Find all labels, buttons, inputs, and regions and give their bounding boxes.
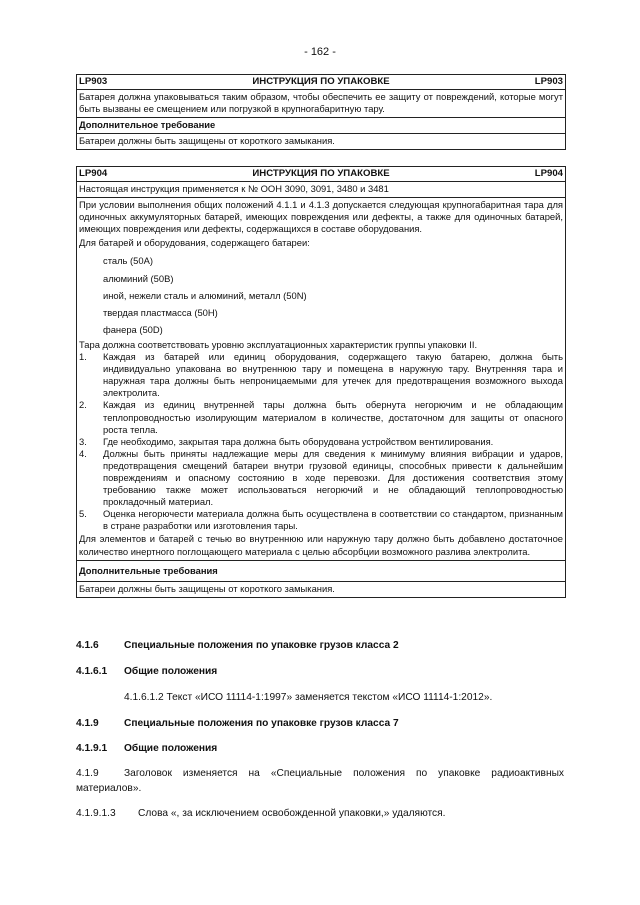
section-title: Специальные положения по упаковке грузов класса 2 xyxy=(124,640,399,651)
paragraph-4-1-9-1-3 xyxy=(76,806,445,821)
lp904-material: фанера (50D) xyxy=(103,323,163,335)
section-4-1-6-1-heading xyxy=(76,666,217,677)
lp903-extra-heading: Дополнительное требование xyxy=(77,118,565,134)
lp903-table xyxy=(76,74,566,150)
lp904-materials-intro: Для батарей и оборудования, содержащего батареи: xyxy=(79,237,310,249)
list-item xyxy=(79,448,563,508)
lp903-header xyxy=(77,75,565,90)
section-title: Общие положения xyxy=(124,666,218,677)
lp904-applies: Настоящая инструкция применяется к № ООН 3090, 3091, 3480 и 3481 xyxy=(77,182,565,198)
section-title: Специальные положения по упаковке грузов класса 7 xyxy=(124,718,399,729)
lp903-extra-text: Батареи должны быть защищены от короткого замыкания. xyxy=(79,135,335,147)
lp904-body xyxy=(77,198,565,561)
lp903-text: Батарея должна упаковываться таким образом, чтобы обеспечить ее защиту от повреждений, которые могут быть вызваны ее смещением или погрузкой в крупногабаритную тару. xyxy=(77,90,565,118)
lp904-code-left: LP904 xyxy=(79,168,108,179)
lp904-numbered-list xyxy=(79,351,563,532)
lp904-material: сталь (50A) xyxy=(103,255,153,267)
list-item xyxy=(79,436,563,448)
section-4-1-6-heading xyxy=(76,640,399,651)
list-item xyxy=(79,399,563,435)
list-item-number: 2. xyxy=(79,399,87,411)
section-title: Общие положения xyxy=(124,743,218,754)
lp904-extra-text: Батареи должны быть защищены от короткого замыкания. xyxy=(79,582,335,594)
lp904-leak-text: Для элементов и батарей с течью во внутреннюю или наружную тару должно быть добавлено достаточное количество инертного поглощающего материала с целью абсорбции возможного разлива электролита. xyxy=(79,533,563,557)
lp904-material: алюминий (50B) xyxy=(103,272,174,284)
lp904-condition: При условии выполнения общих положений 4.1.1 и 4.1.3 допускается следующая крупногабаритная тара для одиночных аккумуляторных батарей, имеющих повреждения или дефекты, а также для одиночных батарей, имеющих повреждения или дефекты, содержащихся в составе оборудования. xyxy=(79,199,563,235)
section-number: 4.1.6 xyxy=(76,640,99,651)
paragraph-number: 4.1.9 xyxy=(76,768,99,779)
lp903-code-right: LP903 xyxy=(534,76,563,87)
list-item-number: 1. xyxy=(79,351,87,363)
page-number: - 162 - xyxy=(304,46,336,58)
section-number: 4.1.6.1 xyxy=(76,666,108,677)
paragraph-text: Слова «, за исключением освобожденной упаковки,» удаляются. xyxy=(138,808,446,819)
lp903-code-left: LP903 xyxy=(79,76,108,87)
lp904-packing-group: Тара должна соответствовать уровню эксплуатационных характеристик группы упаковки II. xyxy=(79,338,478,350)
paragraph-4-1-9 xyxy=(76,766,564,796)
section-4-1-9-heading xyxy=(76,718,399,729)
section-number: 4.1.9 xyxy=(76,718,99,729)
lp903-title: ИНСТРУКЦИЯ ПО УПАКОВКЕ xyxy=(252,76,390,87)
lp904-header xyxy=(77,167,565,182)
lp904-table xyxy=(76,166,566,598)
section-4-1-9-1-heading xyxy=(76,743,217,754)
paragraph-number: 4.1.9.1.3 xyxy=(76,808,116,819)
list-item-number: 4. xyxy=(79,447,87,459)
lp904-material: иной, нежели сталь и алюминий, металл (50N) xyxy=(103,289,307,301)
lp904-title: ИНСТРУКЦИЯ ПО УПАКОВКЕ xyxy=(252,168,390,179)
section-number: 4.1.9.1 xyxy=(76,743,108,754)
list-item xyxy=(79,351,563,399)
list-item-text: Оценка негорючести материала должна быть осуществлена в соответствии со стандартом, признанным в стране разработки или изготовления тары. xyxy=(103,508,563,532)
list-item-text: Где необходимо, закрытая тара должна быть оборудована устройством вентилирования. xyxy=(103,435,494,447)
paragraph-text: Заголовок изменяется на «Специальные положения по упаковке радиоактивных материалов». xyxy=(76,768,564,794)
list-item-text: Должны быть приняты надлежащие меры для сведения к минимуму влияния вибрации и ударов, предотвращения смещений батареи внутри грузовой единицы, способных привести к дальнейшим повреждениям и опасному состоянию в ходе перевозки. Для достижения соответствия этому требованию также может использоваться негорючий и не обладающий теплопроводностью прокладочный материал. xyxy=(103,447,563,508)
list-item-number: 3. xyxy=(79,435,87,447)
list-item xyxy=(79,508,563,532)
list-item-number: 5. xyxy=(79,508,87,520)
paragraph-4-1-6-1-2: 4.1.6.1.2 Текст «ИСО 11114-1:1997» заменяется текстом «ИСО 11114-1:2012». xyxy=(124,692,493,703)
list-item-text: Каждая из батарей или единиц оборудования, содержащего такую батарею, должна быть индивидуально упакована во внутреннюю тару и помещена в наружную тару. Внутренняя тара и наружная тара должны быть непроницаемыми для утечек для предотвращения возможного выхода электролита. xyxy=(103,351,563,399)
lp904-material: твердая пластмасса (50H) xyxy=(103,306,218,318)
lp904-code-right: LP904 xyxy=(534,168,563,179)
lp904-extra-heading: Дополнительные требования xyxy=(77,561,565,582)
list-item-text: Каждая из единиц внутренней тары должна быть обернута негорючим и не обладающим теплопроводностью изолирующим материалом в количестве, достаточном для защиты от опасного роста тепла. xyxy=(103,399,563,435)
